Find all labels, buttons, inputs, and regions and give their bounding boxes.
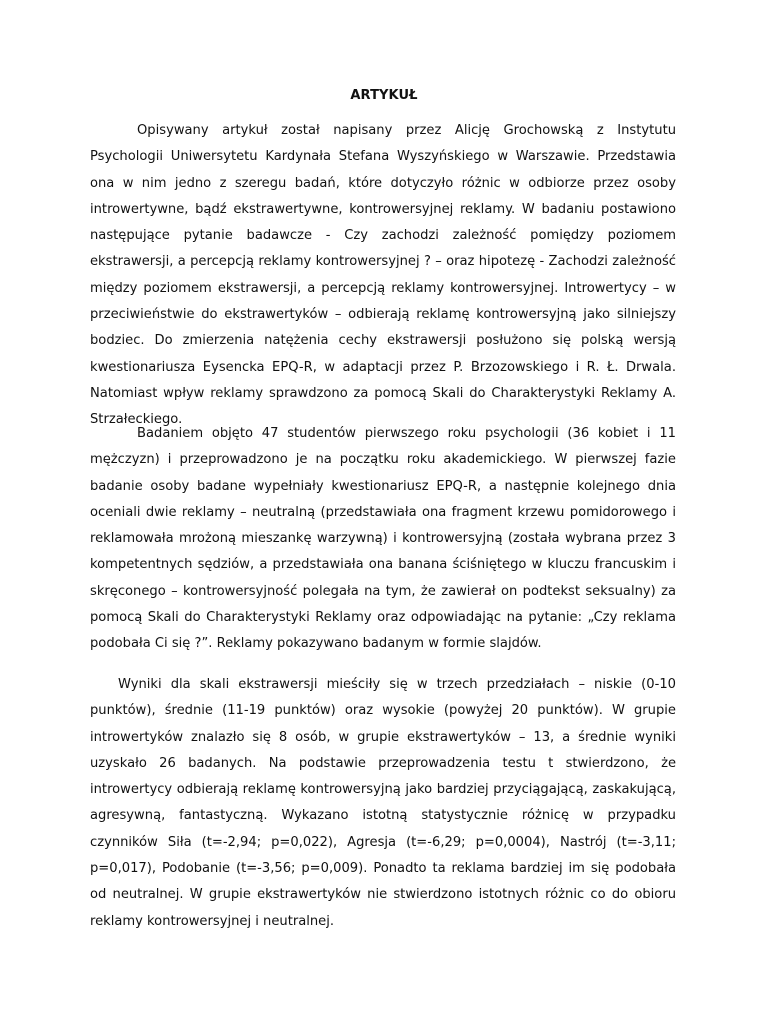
paragraph-3: Wyniki dla skali ekstrawersji mieściły się w trzech przedziałach – niskie (0-10 punktów), średnie (11-19 punktów) oraz wysokie (powyżej 20 punktów). W grupie introwertyków znalazło się 8 osób, w grupie ekstrawertyków – 13, a średnie wyniki uzyskało 26 badanych. Na podstawie przeprowadzenia testu t stwierdzono, że introwertycy odbierają reklamę kontrowersyjną jako bardziej przyciągającą, zaskakującą, agresywną, fantastyczną. Wykazano istotną statystycznie różnicę w przypadku czynników Siła (t=-2,94; p=0,022), Agresja (t=-6,29; p=0,0004), Nastrój (t=-3,11; p=0,017), Podobanie (t=-3,56; p=0,009). Ponadto ta reklama bardziej im się podobała od neutralnej. W grupie ekstrawertyków nie stwierdzono istotnych różnic co do obioru reklamy kontrowersyjnej i neutralnej. xyxy=(90,677,676,929)
paragraph-2: Badaniem objęto 47 studentów pierwszego roku psychologii (36 kobiet i 11 mężczyzn) i przeprowadzono je na początku roku akademickiego. W pierwszej fazie badanie osoby badane wypełniały kwestionariusz EPQ-R, a następnie kolejnego dnia oceniali dwie reklamy – neutralną (przedstawiała ona fragment krzewu pomidorowego i reklamowała mrożoną mieszankę warzywną) i kontrowersyjną (została wybrana przez 3 kompetentnych sędziów, a przedstawiała ona banana ściśniętego w kluczu francuskim i skręconego – kontrowersyjność polegała na tym, że zawierał on podtekst seksualny) za pomocą Skali do Charakterystyki Reklamy oraz odpowiadając na pytanie: „Czy reklama podobała Ci się ?”. Reklamy pokazywano badanym w formie slajdów. xyxy=(90,426,676,652)
document-title: ARTYKUŁ xyxy=(350,88,418,103)
paragraph-1: Opisywany artykuł został napisany przez Alicję Grochowską z Instytutu Psychologii Uniwersytetu Kardynała Stefana Wyszyńskiego w Warszawie. Przedstawia ona w nim jedno z szeregu badań, które dotyczyło różnic w odbiorze przez osoby introwertywne, bądź ekstrawertywne, kontrowersyjnej reklamy. W badaniu postawiono następujące pytanie badawcze - Czy zachodzi zależność pomiędzy poziomem ekstrawersji, a percepcją reklamy kontrowersyjnej ? – oraz hipotezę - Zachodzi zależność między poziomem ekstrawersji, a percepcją reklamy kontrowersyjnej. Introwertycy – w przeciwieństwie do ekstrawertyków – odbierają reklamę kontrowersyjną jako silniejszy bodziec. Do zmierzenia natężenia cechy ekstrawersji posłużono się polską wersją kwestionariusza Eysencka EPQ-R, w adaptacji przez P. Brzozowskiego i R. Ł. Drwala. Natomiast wpływ reklamy sprawdzono za pomocą Skali do Charakterystyki Reklamy A. Strzałeckiego. xyxy=(90,123,676,428)
